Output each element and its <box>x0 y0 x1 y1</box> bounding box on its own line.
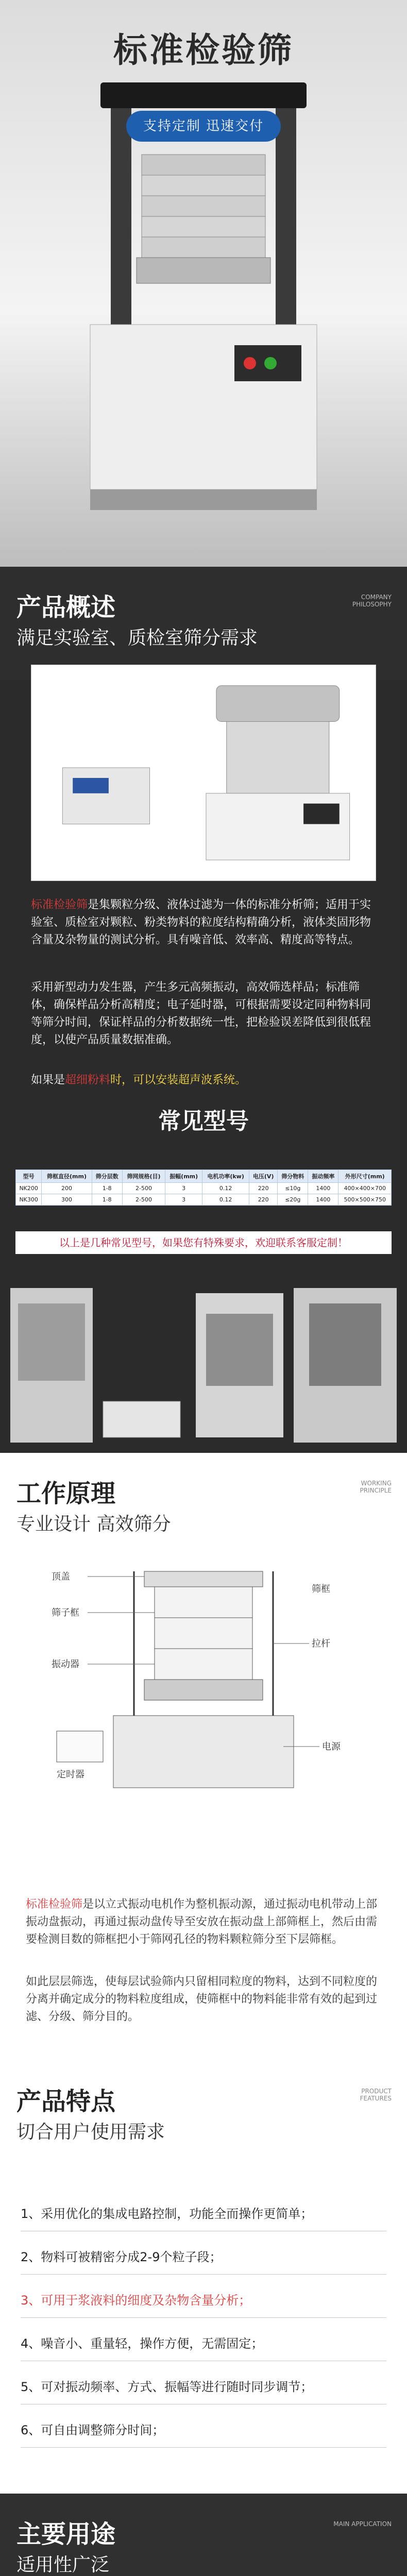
hero-section <box>0 0 407 567</box>
features-en-label: PRODUCT FEATURES <box>360 2088 392 2102</box>
sieve-machine-image <box>80 77 327 541</box>
principle-paragraph-1 <box>26 1896 381 1948</box>
models-title: 常见型号 <box>158 1108 249 1134</box>
diagram-label-sieve: 筛框 <box>312 1584 330 1595</box>
models-table-cell: 1400 <box>308 1194 338 1206</box>
models-table-header-cell: 筛分物料 <box>278 1170 308 1183</box>
principle-diagram <box>41 1561 366 1870</box>
models-table-header-cell: 电机功率(kw) <box>202 1170 249 1183</box>
feature-divider <box>21 2447 386 2448</box>
principle-brand: 标准检验筛 <box>26 1898 83 1911</box>
feature-divider <box>21 2274 386 2275</box>
diagram-label-timer: 定时器 <box>57 1769 84 1780</box>
feature-item: 2、物料可被精密分成2-9个粒子段； <box>21 2250 222 2264</box>
overview-note <box>31 1072 376 1089</box>
models-table-row <box>16 1194 392 1206</box>
hero-badge: 支持定制 迅速交付 <box>126 111 281 142</box>
models-product-images <box>0 1283 407 1448</box>
overview-note-highlight: 超细粉料 <box>65 1074 111 1087</box>
feature-item: 3、可用于浆液料的细度及杂物含量分析； <box>21 2293 251 2308</box>
overview-product-image <box>31 665 376 881</box>
models-table-cell: 500×500×750 <box>338 1194 392 1206</box>
models-table-cell: 400×400×700 <box>338 1183 392 1194</box>
features-subtitle: 切合用户使用需求 <box>16 2122 165 2143</box>
models-table-header-cell: 筛网规格(目) <box>122 1170 165 1183</box>
overview-paragraph-1 <box>31 896 376 949</box>
principle-subtitle: 专业设计 高效筛分 <box>16 1514 171 1535</box>
models-table-cell: 3 <box>165 1194 202 1206</box>
models-table-cell: 0.12 <box>202 1183 249 1194</box>
overview-paragraph-2: 采用新型动力发生器，产生多元高频振动，高效筛选样品；标准筛体，确保样品分析高精度；电子延时器，可根据需要设定同种物料同等筛分时间，保证样品的分析数据统一性，把检验误差降低到很低程度，以使产品质量数据准确。 <box>31 981 371 1046</box>
models-table-cell: 1-8 <box>92 1194 122 1206</box>
principle-p1-text: 是以立式振动电机作为整机振动源，通过振动电机带动上部振动盘振动，再通过振动盘传导至安放在振动盘上部筛框上，然后由需要检测目数的筛框把小于筛网孔径的物料颗粒筛分至下层筛框。 <box>26 1898 378 1946</box>
uses-subtitle: 适用性广泛 <box>16 2554 110 2575</box>
models-table-cell: 220 <box>249 1183 278 1194</box>
overview-subtitle: 满足实验室、质检室筛分需求 <box>16 628 258 649</box>
models-table-cell: 2-500 <box>122 1183 165 1194</box>
models-table-cell: 220 <box>249 1194 278 1206</box>
models-table-cell: 1400 <box>308 1183 338 1194</box>
overview-header <box>0 567 407 680</box>
models-table <box>15 1170 392 1206</box>
features-header <box>0 2061 407 2174</box>
overview-title: 产品概述 <box>16 593 116 622</box>
models-table-cell: ≤10g <box>278 1183 308 1194</box>
feature-divider <box>21 2317 386 2318</box>
models-table-cell: 1-8 <box>92 1183 122 1194</box>
models-table-header-cell: 振动频率 <box>308 1170 338 1183</box>
models-table-header-cell: 筛框直径(mm) <box>42 1170 92 1183</box>
principle-en-label: WORKING PRINCIPLE <box>360 1480 392 1494</box>
models-table-header-cell: 电压(V) <box>249 1170 278 1183</box>
overview-en-label: COMPANY PHILOSOPHY <box>352 594 392 608</box>
uses-section <box>0 2494 407 2576</box>
uses-en-label: MAIN APPLICATION <box>333 2520 392 2528</box>
models-table-cell: 200 <box>42 1183 92 1194</box>
features-title: 产品特点 <box>16 2087 116 2116</box>
models-table-header-cell: 型号 <box>16 1170 42 1183</box>
uses-header <box>0 2494 407 2576</box>
diagram-label-rod: 拉杆 <box>312 1638 330 1649</box>
models-table-header-cell: 外形尺寸(mm) <box>338 1170 392 1183</box>
models-table-cell: NK200 <box>16 1183 42 1194</box>
uses-title: 主要用途 <box>16 2520 116 2549</box>
hero-title: 标准检验筛 <box>113 30 294 70</box>
models-table-cell: 3 <box>165 1183 202 1194</box>
models-table-cell: NK300 <box>16 1194 42 1206</box>
diagram-label-frame: 筛子框 <box>52 1607 79 1618</box>
feature-item: 6、可自由调整筛分时间； <box>21 2423 165 2437</box>
models-table-cell: ≤20g <box>278 1194 308 1206</box>
overview-note-prefix: 如果是 <box>31 1074 65 1087</box>
diagram-label-power: 电源 <box>322 1741 341 1752</box>
models-table-header-cell: 筛分层数 <box>92 1170 122 1183</box>
overview-p1-text: 是集颗粒分级、液体过滤为一体的标准分析筛；适用于实验室、质检室对颗粒、粉类物料的粒度结构精确分析，液体类固形物含量及杂物量的测试分析。具有噪音低、效率高、精度高等特点。 <box>31 899 371 946</box>
models-table-row <box>16 1183 392 1194</box>
principle-title: 工作原理 <box>16 1479 116 1508</box>
principle-header <box>0 1453 407 1566</box>
feature-item: 1、采用优化的集成电路控制，功能全而操作更简单； <box>21 2207 313 2221</box>
models-table-cell: 0.12 <box>202 1194 249 1206</box>
models-table-body <box>16 1183 392 1206</box>
overview-brand: 标准检验筛 <box>31 899 88 911</box>
models-table-cell: 2-500 <box>122 1194 165 1206</box>
diagram-label-vibrator: 振动器 <box>52 1659 79 1670</box>
feature-item: 5、可对振动频率、方式、振幅等进行随时同步调节； <box>21 2380 313 2394</box>
models-note: 以上是几种常见型号，如果您有特殊要求，欢迎联系客服定制！ <box>15 1231 392 1254</box>
diagram-label-cover: 顶盖 <box>52 1571 70 1582</box>
models-table-header-cell: 振幅(mm) <box>165 1170 202 1183</box>
overview-note-suffix: 时，可以安装超声波系统。 <box>110 1074 247 1087</box>
principle-paragraph-2: 如此层层筛选，使每层试验筛内只留相同粒度的物料，达到不同粒度的分离并确定成分的物料粒度组成，使筛框中的物料能非常有效的起到过滤、分级、筛分目的。 <box>26 1975 378 2023</box>
models-table-header-row <box>16 1170 392 1183</box>
models-table-cell: 300 <box>42 1194 92 1206</box>
feature-item: 4、噪音小、重量轻，操作方便，无需固定； <box>21 2336 264 2351</box>
